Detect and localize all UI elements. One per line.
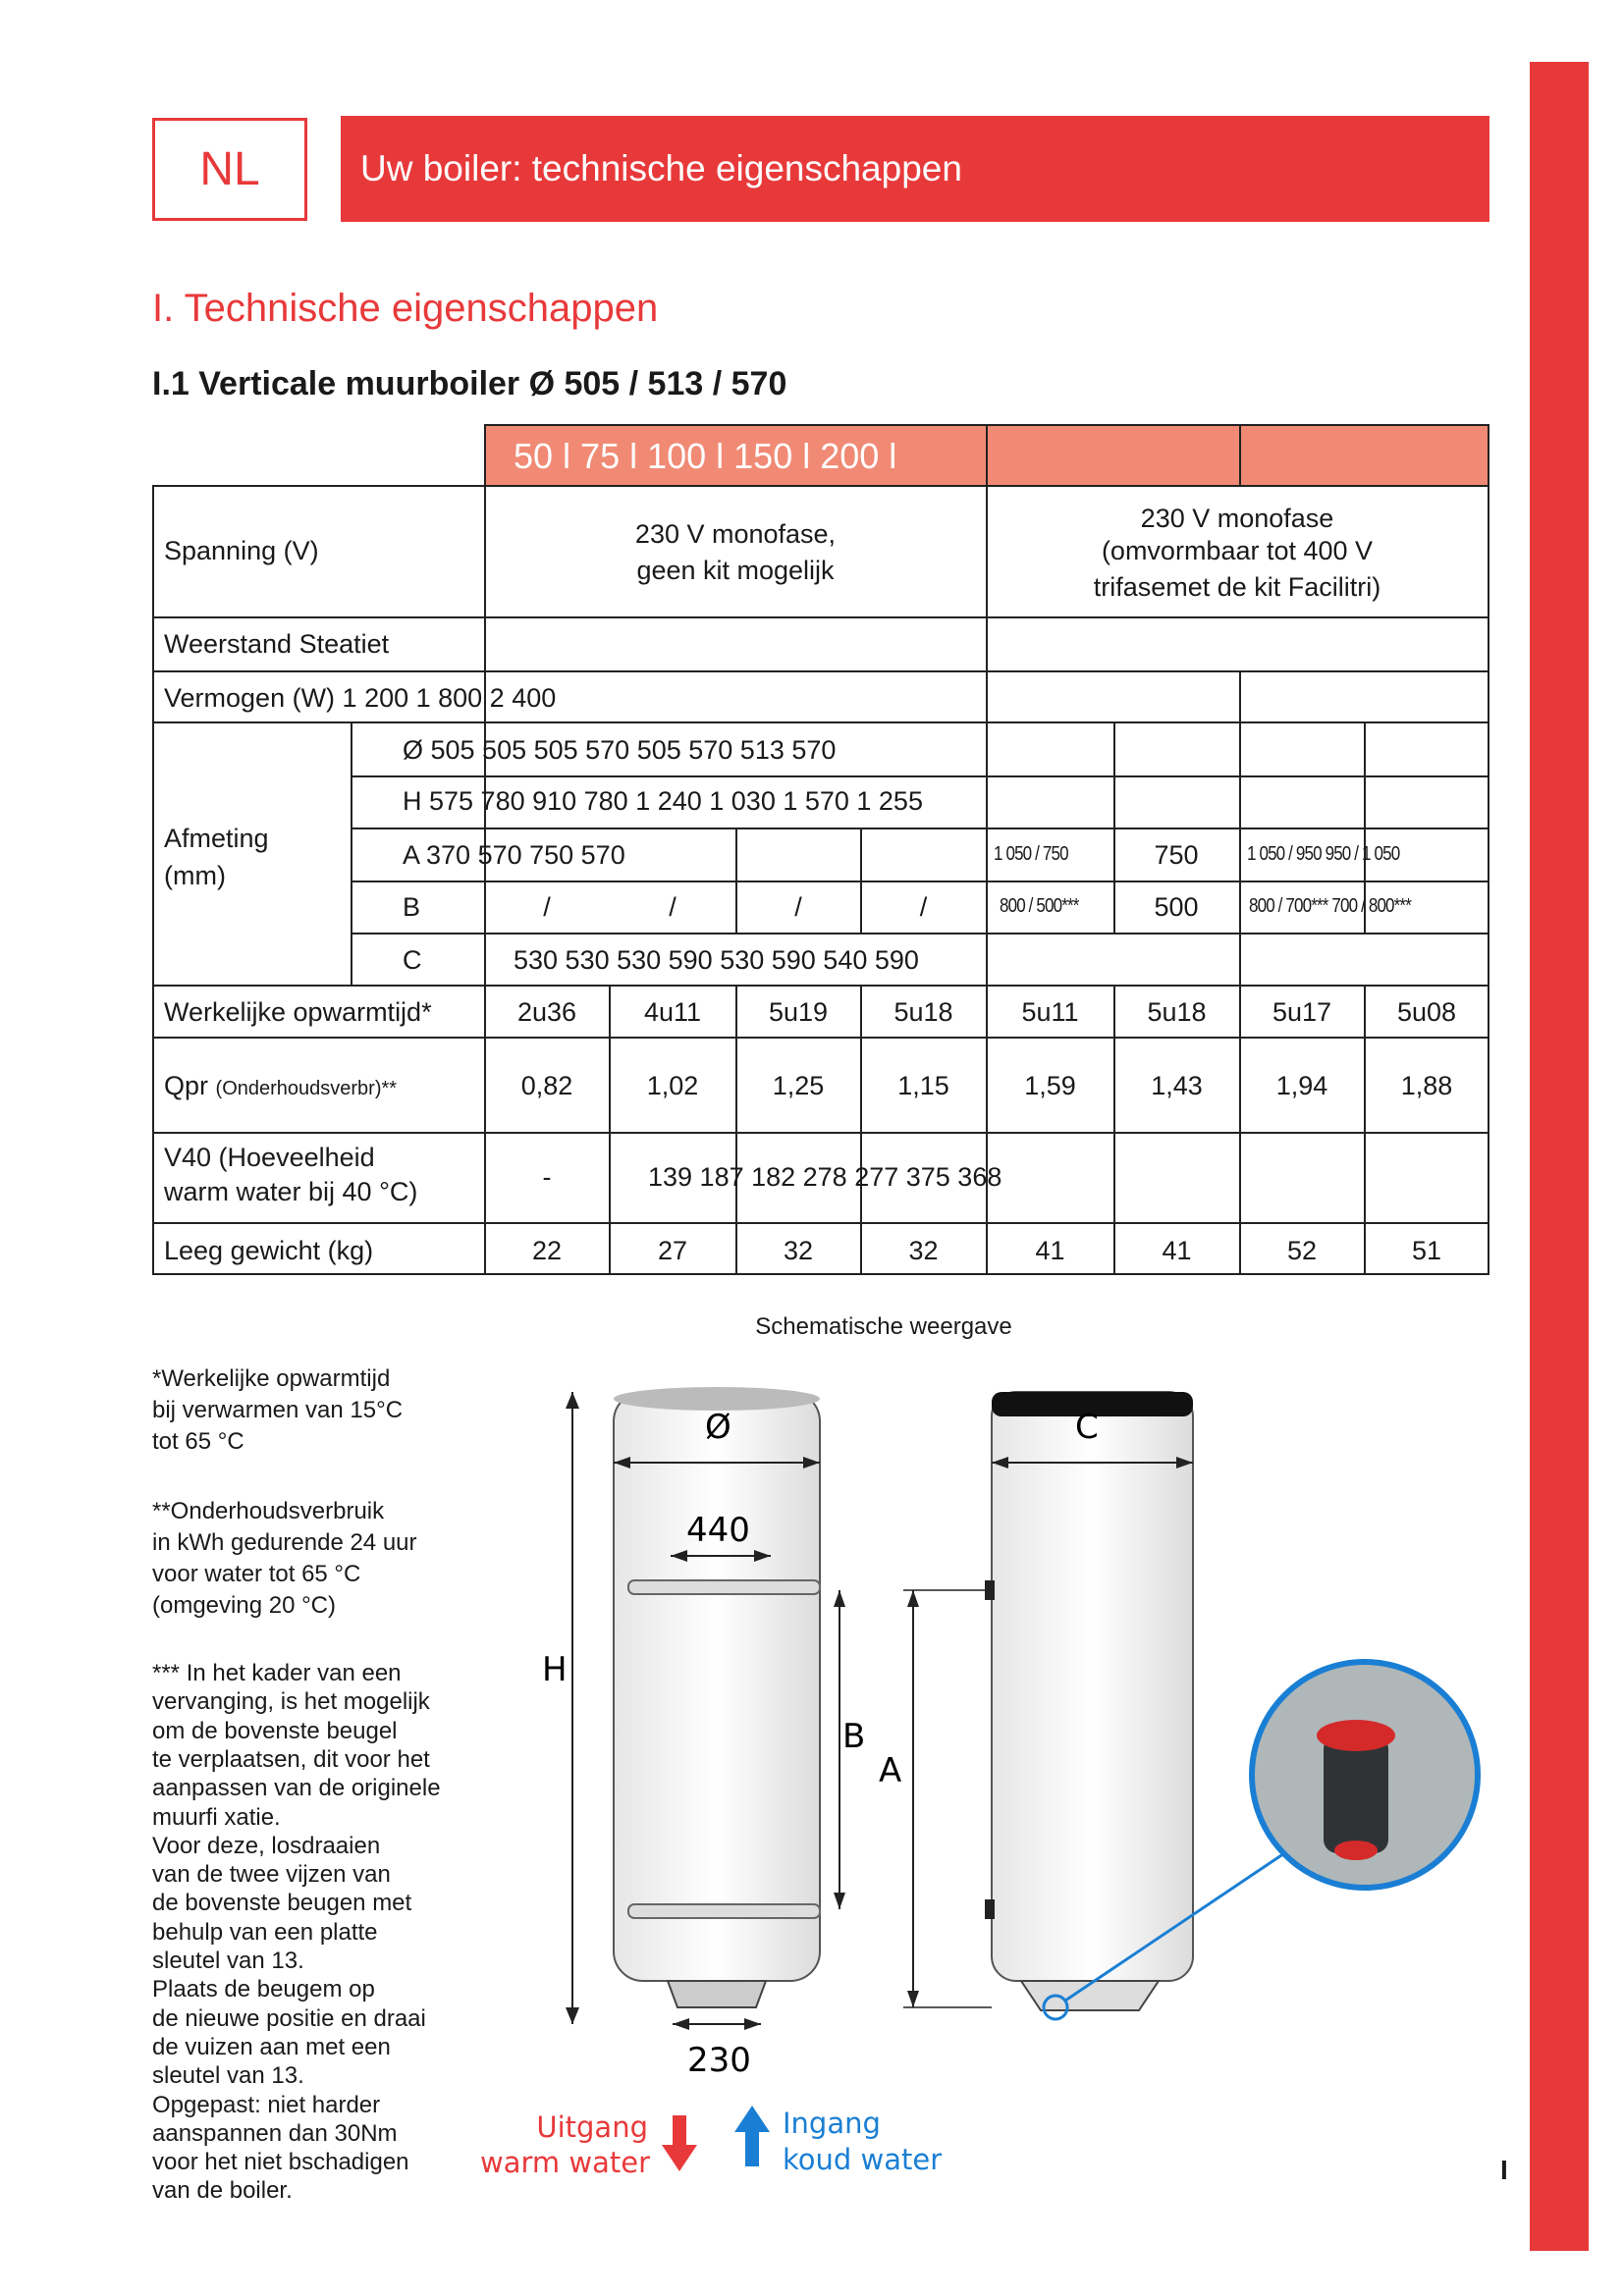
spanning-val2b: (omvormbaar tot 400 V	[1101, 536, 1374, 565]
v40-rest: 139 187 182 278 277 375 368	[648, 1162, 1002, 1192]
afmeting-c-label: C	[403, 945, 422, 975]
gewicht-value: 32	[908, 1236, 939, 1265]
note-line: bij verwarmen van 15°C	[152, 1397, 404, 1423]
capacity-label: 50 l 75 l 100 l 150 l 200 l	[514, 436, 897, 476]
opwarm-value: 5u18	[1147, 997, 1207, 1027]
note-line: aanspannen dan 30Nm	[152, 2119, 398, 2147]
opwarm-value: 4u11	[643, 997, 702, 1027]
opwarm-value: 5u19	[768, 997, 829, 1027]
gewicht-value: 32	[783, 1236, 814, 1265]
tank-side	[992, 1392, 1193, 1981]
gewicht-value: 27	[657, 1236, 688, 1265]
afmeting-b-label: B	[403, 892, 421, 922]
bottom-width-label: 230	[687, 2041, 751, 2080]
spanning-val2c: trifasemet de kit Facilitri)	[1093, 572, 1381, 602]
width-label: 440	[686, 1511, 750, 1550]
note-line: sleutel van 13.	[152, 2062, 304, 2090]
h-label: H	[542, 1650, 568, 1689]
qpr-value: 1,88	[1400, 1071, 1453, 1100]
note-line: **Onderhoudsverbruik	[152, 1498, 385, 1524]
v40-first: -	[542, 1162, 552, 1192]
note-line: van de boiler.	[152, 2177, 293, 2205]
note-line: te verplaatsen, dit voor het	[152, 1745, 430, 1773]
spanning-label: Spanning (V)	[164, 536, 319, 565]
a-label: A	[879, 1751, 902, 1790]
inlet-label2: koud water	[783, 2143, 943, 2176]
header-banner: Uw boiler: technische eigenschappen	[341, 116, 1489, 222]
qpr-value: 1,25	[772, 1071, 825, 1100]
qpr-value: 1,43	[1151, 1071, 1203, 1100]
note-line: voor water tot 65 °C	[152, 1561, 361, 1587]
note-line: *Werkelijke opwarmtijd	[152, 1365, 391, 1392]
note-line: tot 65 °C	[152, 1428, 244, 1455]
afmeting-b4: /	[919, 892, 928, 922]
spanning-val2: 230 V monofase	[1140, 504, 1334, 533]
gewicht-value: 51	[1411, 1236, 1442, 1265]
afmeting-label: Afmeting	[164, 824, 269, 853]
c-label: C	[1075, 1408, 1099, 1447]
outlet-arrow	[662, 2145, 697, 2171]
note-line: de vuizen aan met een	[152, 2033, 391, 2060]
note-line: Voor deze, losdraaien	[152, 1832, 381, 1859]
qpr-value: 0,82	[520, 1071, 573, 1100]
note-line: aanpassen van de originele	[152, 1775, 441, 1802]
note-line: voor het niet bschadigen	[152, 2149, 409, 2176]
opwarm-value: 5u08	[1396, 997, 1457, 1027]
note-line: Plaats de beugem op	[152, 1976, 375, 2003]
qpr-value: 1,59	[1024, 1071, 1076, 1100]
note-line: vervanging, is het mogelijk	[152, 1688, 430, 1716]
tank-front-bottom	[668, 1981, 766, 2007]
qpr-value: 1,02	[646, 1071, 699, 1100]
inlet-arrow	[734, 2106, 770, 2132]
b-label: B	[842, 1717, 866, 1756]
page-number: I	[1500, 2155, 1508, 2185]
spanning-val1b: geen kit mogelijk	[636, 556, 835, 585]
afmeting-b7: 800 / 700*** 700 / 800***	[1249, 895, 1411, 917]
afmeting-b5: 800 / 500***	[1000, 895, 1079, 917]
diameter-label: Ø	[705, 1408, 731, 1447]
qpr-value: 1,15	[897, 1071, 949, 1100]
schematic-caption: Schematische weergave	[755, 1313, 1012, 1340]
afmeting-c: 530 530 530 590 530 590 540 590	[514, 945, 919, 975]
afmeting-h: H 575 780 910 780 1 240 1 030 1 570 1 255	[403, 786, 923, 816]
note-line: sleutel van 13.	[152, 1948, 304, 1974]
afmeting-a: A 370 570 750 570	[403, 840, 625, 870]
inlet-label1: Ingang	[783, 2107, 881, 2140]
note-line: (omgeving 20 °C)	[152, 1592, 337, 1619]
v40-label1: V40 (Hoeveelheid	[164, 1143, 375, 1172]
tank-front	[614, 1392, 820, 1981]
note-line: *** In het kader van een	[152, 1660, 402, 1686]
gewicht-label: Leeg gewicht (kg)	[164, 1236, 374, 1265]
opwarm-value: 5u11	[1021, 997, 1079, 1027]
afmeting-unit: (mm)	[164, 861, 226, 890]
opwarm-value: 5u17	[1272, 997, 1332, 1027]
qpr-label-small: (Onderhoudsverbr)**	[215, 1078, 398, 1099]
section-title: I. Technische eigenschappen	[152, 287, 659, 330]
v40-label2: warm water bij 40 °C)	[164, 1177, 418, 1206]
opwarm-value: 5u18	[893, 997, 953, 1027]
note-line: Opgepast: niet harder	[152, 2091, 381, 2118]
afmeting-b3: /	[794, 892, 802, 922]
afmeting-b2: /	[669, 892, 677, 922]
gewicht-value: 41	[1035, 1236, 1065, 1265]
afmeting-diameter: Ø 505 505 505 570 505 570 513 570	[403, 735, 837, 765]
opwarm-value: 2u36	[516, 997, 577, 1027]
afmeting-a7: 1 050 / 950 950 / 1 050	[1247, 843, 1400, 865]
gewicht-value: 22	[531, 1236, 563, 1265]
subsection-title: I.1 Verticale muurboiler Ø 505 / 513 / 570	[152, 365, 787, 402]
opwarm-label: Werkelijke opwarmtijd*	[164, 997, 432, 1027]
note-line: de nieuwe positie en draai	[152, 2004, 426, 2032]
note-line: behulp van een platte	[152, 1918, 378, 1946]
gewicht-value: 52	[1286, 1236, 1318, 1265]
upper-bracket	[628, 1580, 820, 1594]
spanning-val1: 230 V monofase,	[634, 519, 837, 549]
gewicht-value: 41	[1162, 1236, 1192, 1265]
outlet-label2: warm water	[480, 2146, 650, 2179]
note-line: van de twee vijzen van	[152, 1861, 391, 1889]
note-line: muurfi xatie.	[152, 1803, 281, 1831]
lower-bracket	[628, 1904, 820, 1918]
afmeting-a6: 750	[1154, 840, 1199, 870]
afmeting-b6: 500	[1154, 892, 1199, 922]
note-line: in kWh gedurende 24 uur	[152, 1529, 417, 1556]
weerstand-label: Weerstand Steatiet	[164, 629, 390, 659]
note-line: om de bovenste beugel	[152, 1717, 398, 1744]
qpr-label-main: Qpr	[164, 1071, 209, 1100]
afmeting-a5: 1 050 / 750	[994, 843, 1068, 865]
note-line: de bovenste beugen met	[152, 1890, 412, 1917]
qpr-value: 1,94	[1275, 1071, 1328, 1100]
language-badge: NL	[152, 118, 307, 221]
vermogen-label: Vermogen (W) 1 200 1 800 2 400	[164, 683, 557, 713]
afmeting-b1: /	[543, 892, 551, 922]
outlet-label1: Uitgang	[536, 2110, 648, 2144]
